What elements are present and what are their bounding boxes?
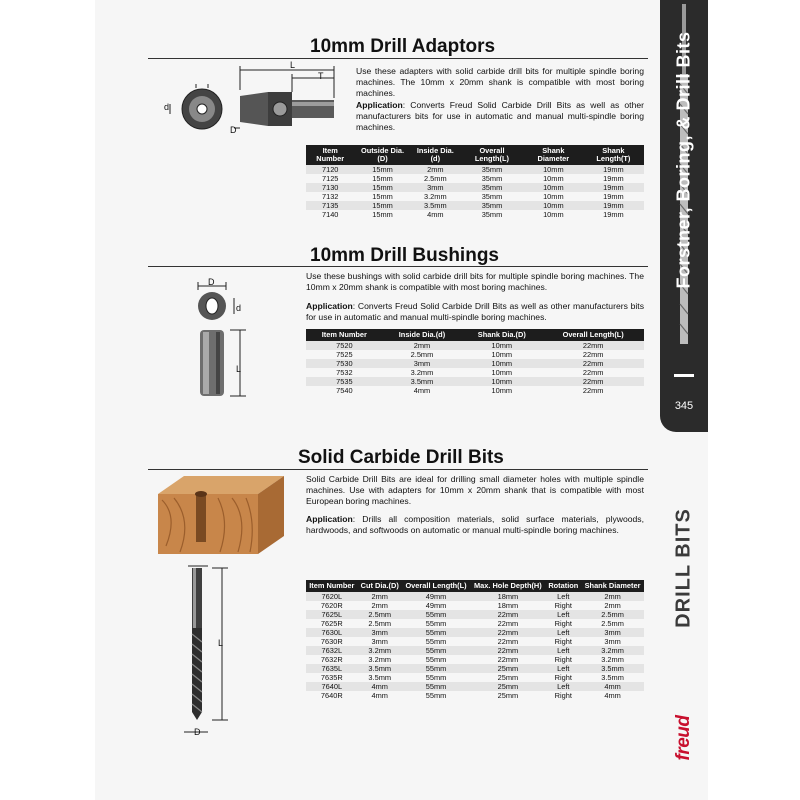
table-cell: 55mm [402, 628, 470, 637]
table-cell: 22mm [470, 628, 545, 637]
column-header: Shank Length(T) [583, 145, 644, 165]
table-row [306, 592, 644, 601]
table-row [306, 628, 644, 637]
table-cell: 3.5mm [601, 673, 624, 682]
table-cell: 55mm [425, 691, 447, 700]
table-cell: 7532 [336, 368, 353, 377]
table-cell: 2.5mm [601, 619, 624, 628]
table-cell: 22mm [497, 619, 519, 628]
column-header: Overall Length(L) [402, 580, 470, 592]
table-cell: 2.5mm [410, 350, 434, 359]
adaptor-label-length: L [290, 60, 296, 70]
column-header: Item Number [306, 580, 358, 592]
table-cell: 3.5mm [368, 673, 392, 682]
table-row [306, 341, 644, 350]
table-cell: 55mm [402, 664, 470, 673]
table-header-row [306, 329, 644, 341]
table-cell: 7530 [306, 359, 383, 368]
table-cell: 35mm [481, 174, 503, 183]
table-cell: 19mm [583, 183, 644, 192]
table-cell: 55mm [425, 619, 447, 628]
table-cell: 10mm [543, 210, 564, 219]
table-cell: 7130 [306, 183, 354, 192]
table-cell: 7132 [321, 192, 339, 201]
table-cell: 18mm [497, 601, 519, 610]
table-cell: 25mm [470, 682, 545, 691]
table-cell: 22mm [470, 610, 545, 619]
table-cell: 2mm [581, 592, 644, 601]
table-cell: 7640R [320, 691, 343, 700]
table-cell: 35mm [460, 183, 524, 192]
table-cell: 49mm [425, 601, 447, 610]
table-cell: 3mm [371, 637, 388, 646]
carbide-description: Solid Carbide Drill Bits are ideal for drilling small diameter holes with multiple spindle machines. Use with adapters for 10mm x 20mm shank that is compatible with most European boring machines. [306, 474, 644, 506]
table-row [306, 192, 644, 201]
column-header: Overall Length(L) [460, 145, 524, 165]
drill-label-diameter: D [194, 727, 201, 737]
table-cell: 2.5mm [424, 174, 447, 183]
table-cell: 3mm [383, 359, 462, 368]
carbide-rule [148, 469, 648, 470]
table-cell: 22mm [542, 377, 644, 386]
drill-label-length: L [218, 638, 224, 648]
table-cell: 7635R [320, 673, 343, 682]
table-cell: 19mm [583, 165, 644, 174]
table-cell: Left [546, 664, 582, 673]
table-cell: 4mm [581, 682, 644, 691]
table-cell: Right [554, 691, 572, 700]
table-cell: 22mm [497, 655, 519, 664]
table-row [306, 646, 644, 655]
adaptor-label-shank: T [318, 71, 324, 81]
table-cell: 7630R [320, 637, 343, 646]
table-row [306, 183, 644, 192]
table-cell: 10mm [491, 386, 513, 395]
column-header: Cut Dia.(D) [358, 580, 402, 592]
table-cell: 22mm [582, 368, 604, 377]
table-cell: 22mm [542, 359, 644, 368]
table-cell: 3.2mm [601, 655, 624, 664]
table-cell: 7625L [306, 610, 358, 619]
table-cell: 15mm [372, 174, 393, 183]
page-number: 345 [674, 400, 694, 412]
adaptor-label-inside: d [164, 102, 170, 112]
table-cell: 10mm [543, 174, 564, 183]
table-cell: 10mm [524, 183, 583, 192]
table-cell: 35mm [460, 165, 524, 174]
column-header: Item Number [306, 329, 383, 341]
table-cell: Left [546, 628, 582, 637]
table-cell: 7632L [306, 646, 358, 655]
table-cell: 25mm [470, 664, 545, 673]
table-header-row [306, 580, 644, 592]
column-header: Overall Length(L) [542, 329, 644, 341]
carbide-table [306, 580, 644, 700]
column-header: Inside Dia.(d) [411, 145, 460, 165]
table-cell: 3.5mm [411, 201, 460, 210]
table-cell: 3.2mm [424, 192, 447, 201]
table-cell: 2mm [358, 592, 402, 601]
table-cell: 7635L [306, 664, 358, 673]
bushings-rule [148, 266, 648, 267]
adaptor-label-outside: D [230, 125, 237, 135]
adaptors-rule [148, 58, 648, 59]
table-row [306, 368, 644, 377]
table-cell: 3mm [358, 628, 402, 637]
table-cell: 2.5mm [358, 610, 402, 619]
table-cell: 3.5mm [358, 664, 402, 673]
adaptors-table [306, 145, 644, 219]
table-cell: 4mm [371, 691, 388, 700]
table-cell: 19mm [583, 201, 644, 210]
table-cell: 7630L [306, 628, 358, 637]
table-cell: 3.2mm [368, 655, 392, 664]
table-row [306, 601, 644, 610]
table-cell: 15mm [372, 210, 393, 219]
table-cell: 25mm [497, 673, 519, 682]
table-cell: 3.2mm [581, 646, 644, 655]
table-cell: 19mm [603, 174, 624, 183]
table-row [306, 691, 644, 700]
table-cell: 3.5mm [383, 377, 462, 386]
column-header: Max. Hole Depth(H) [470, 580, 545, 592]
table-cell: 7125 [321, 174, 339, 183]
carbide-title: Solid Carbide Drill Bits [298, 447, 504, 468]
table-cell: Left [546, 682, 582, 691]
table-cell: 10mm [461, 359, 542, 368]
table-cell: 3.2mm [358, 646, 402, 655]
table-cell: 18mm [470, 592, 545, 601]
table-cell: 3mm [581, 628, 644, 637]
section-side-label: DRILL BITS [672, 508, 695, 628]
table-cell: 7520 [306, 341, 383, 350]
table-cell: Right [554, 673, 572, 682]
column-header: Shank Diameter [581, 580, 644, 592]
table-cell: 22mm [497, 637, 519, 646]
sidebar-category-title: Forstner, Boring, & Drill Bits [673, 31, 694, 289]
table-cell: Left [546, 610, 582, 619]
table-cell: 22mm [470, 646, 545, 655]
table-row [306, 664, 644, 673]
table-cell: 49mm [402, 592, 470, 601]
adaptors-description: Use these adapters with solid carbide drill bits for multiple spindle boring machines. The 10mm x 20mm shank is compatible with most boring machines. [356, 66, 644, 98]
table-cell: 7620L [306, 592, 358, 601]
table-row [306, 673, 644, 682]
column-header: Inside Dia.(d) [383, 329, 462, 341]
brand-logo: freud [673, 715, 694, 761]
table-row [306, 637, 644, 646]
table-cell: 22mm [582, 350, 604, 359]
table-cell: 55mm [402, 646, 470, 655]
bushings-description: Use these bushings with solid carbide drill bits for multiple spindle boring machines. The 10mm x 20mm shank is compatible with most boring machines. [306, 271, 644, 292]
column-header: Shank Diameter [524, 145, 583, 165]
table-row [306, 359, 644, 368]
table-row [306, 655, 644, 664]
table-row [306, 201, 644, 210]
adaptors-title: 10mm Drill Adaptors [310, 36, 496, 57]
bushings-application: Application: Converts Freud Solid Carbide Drill Bits as well as other manufacturers bits for use in automatic and manual multi-spindle boring machines. [306, 301, 644, 322]
table-row [306, 174, 644, 183]
table-cell: 4mm [413, 386, 431, 395]
table-cell: 10mm [524, 165, 583, 174]
bushing-label-length: L [236, 364, 242, 374]
table-cell: 2mm [604, 601, 621, 610]
table-row [306, 619, 644, 628]
wood-block-diagram [158, 476, 284, 556]
drill-bit-diagram [180, 562, 240, 742]
table-cell: 15mm [354, 165, 410, 174]
table-cell: 3.5mm [581, 664, 644, 673]
table-cell: 7120 [306, 165, 354, 174]
table-cell: 4mm [604, 691, 621, 700]
bushings-table [306, 329, 644, 395]
table-cell: 7540 [336, 386, 353, 395]
table-cell: 3mm [411, 183, 460, 192]
table-cell: 55mm [402, 610, 470, 619]
table-cell: 22mm [542, 341, 644, 350]
carbide-application: Application: Drills all composition materials, solid surface materials, plywoods, hardwoods, and softwoods on automatic or manual multi-spindle boring machines. [306, 514, 644, 535]
table-cell: 10mm [543, 192, 564, 201]
table-cell: Right [554, 637, 572, 646]
table-cell: 25mm [497, 691, 519, 700]
table-cell: 22mm [582, 386, 604, 395]
table-row [306, 165, 644, 174]
table-cell: 2mm [371, 601, 388, 610]
table-cell: 7625R [320, 619, 343, 628]
table-cell: 10mm [524, 201, 583, 210]
table-cell: 10mm [491, 368, 513, 377]
table-cell: 4mm [427, 210, 444, 219]
table-cell: Right [554, 619, 572, 628]
table-cell: 7535 [306, 377, 383, 386]
table-cell: 19mm [603, 210, 624, 219]
table-cell: 15mm [354, 201, 410, 210]
table-cell: 35mm [481, 192, 503, 201]
table-cell: 15mm [372, 192, 393, 201]
table-header-row [306, 145, 644, 165]
table-cell: 19mm [603, 192, 624, 201]
table-cell: 7140 [321, 210, 339, 219]
table-cell: 2mm [383, 341, 462, 350]
column-header: Outside Dia.(D) [354, 145, 410, 165]
table-cell: 55mm [425, 673, 447, 682]
table-row [306, 377, 644, 386]
table-row [306, 682, 644, 691]
table-cell: Left [546, 592, 582, 601]
table-cell: Left [546, 646, 582, 655]
table-cell: 55mm [402, 682, 470, 691]
table-cell: 7135 [306, 201, 354, 210]
bushing-diagram [186, 272, 256, 402]
table-cell: 7620R [320, 601, 343, 610]
bushing-label-inside: d [236, 303, 242, 313]
table-cell: 10mm [461, 341, 542, 350]
table-cell: Right [554, 655, 572, 664]
table-cell: 7525 [336, 350, 353, 359]
table-cell: 15mm [354, 183, 410, 192]
table-cell: 3.2mm [410, 368, 434, 377]
table-cell: 55mm [425, 655, 447, 664]
table-cell: 7640L [306, 682, 358, 691]
column-header: Item Number [306, 145, 354, 165]
column-header: Shank Dia.(D) [461, 329, 542, 341]
table-cell: 2mm [411, 165, 460, 174]
table-cell: 10mm [461, 377, 542, 386]
table-cell: 4mm [358, 682, 402, 691]
bushings-title: 10mm Drill Bushings [310, 245, 499, 266]
table-row [306, 386, 644, 395]
table-cell: 35mm [460, 201, 524, 210]
column-header: Rotation [546, 580, 582, 592]
table-cell: Right [554, 601, 572, 610]
bushing-label-outside: D [208, 277, 215, 287]
table-row [306, 610, 644, 619]
table-cell: 55mm [425, 637, 447, 646]
table-cell: 10mm [491, 350, 513, 359]
table-row [306, 210, 644, 219]
table-cell: 35mm [481, 210, 503, 219]
table-cell: 7632R [320, 655, 343, 664]
adaptors-application: Application: Converts Freud Solid Carbide Drill Bits as well as other manufacturers bits for use in automatic and manual multi-spindle boring machines. [356, 100, 644, 132]
table-row [306, 350, 644, 359]
table-cell: 3mm [604, 637, 621, 646]
table-cell: 2.5mm [368, 619, 392, 628]
table-cell: 2.5mm [581, 610, 644, 619]
